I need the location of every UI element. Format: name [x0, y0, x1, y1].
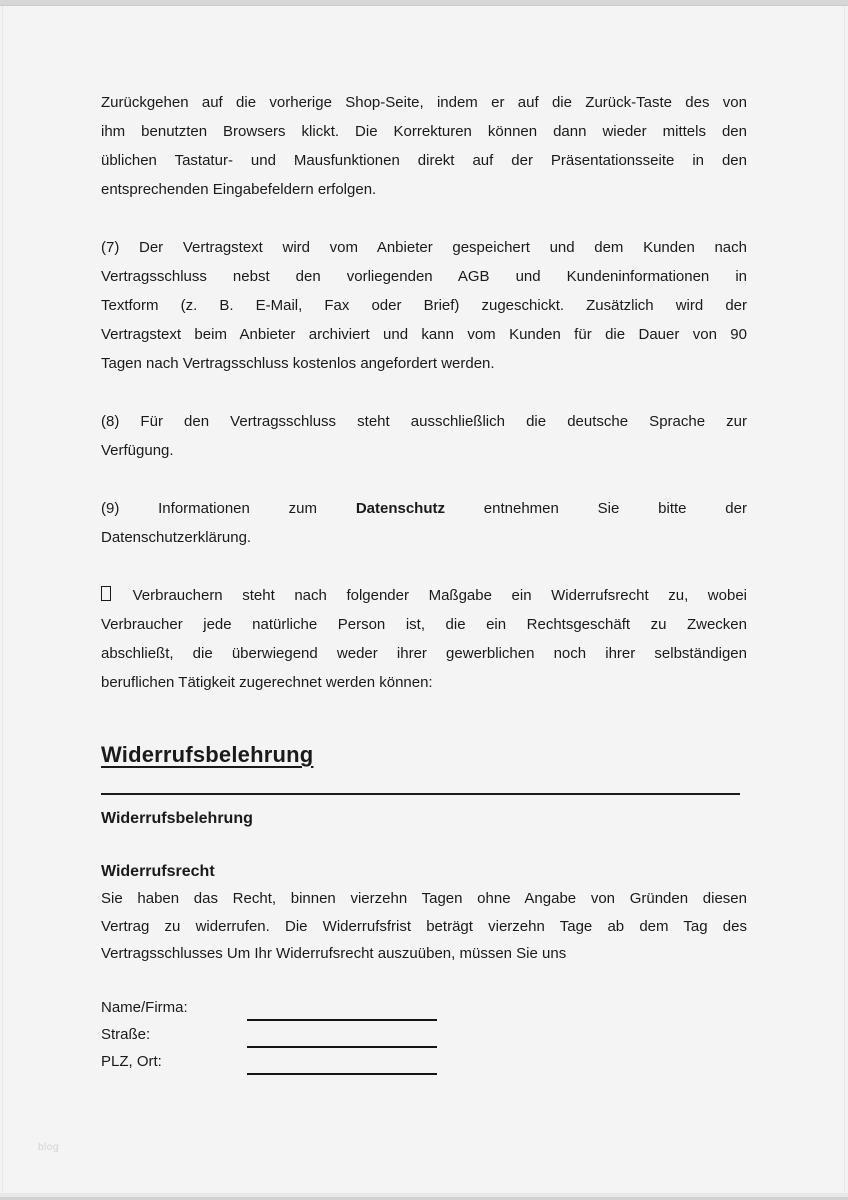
divider-line: [101, 793, 740, 795]
paragraph-text: entnehmen Sie bitte der: [445, 500, 747, 517]
city-blank-line: [247, 1051, 437, 1075]
paragraph-line: [101, 581, 747, 610]
paragraph-line: entsprechenden Eingabefeldern erfolgen.: [101, 181, 377, 198]
paragraph-line: Vertragsschluss nebst den vorliegenden AGB und Kundeninformationen in: [101, 268, 747, 285]
city-field-label: PLZ, Ort:: [101, 1052, 162, 1070]
paragraph-9: [101, 494, 747, 552]
page-left-edge: [2, 6, 3, 1192]
empty-checkbox-glyph: [101, 586, 111, 601]
withdrawal-right-heading: Widerrufsrecht: [101, 863, 215, 880]
paragraph-line: abschließt, die überwiegend weder ihrer gewerblichen noch ihrer selbständigen: [101, 645, 747, 662]
paragraph-line: Vertragsschlusses Um Ihr Widerrufsrecht auszuüben, müssen Sie uns: [101, 945, 567, 962]
page-top-edge: [0, 0, 848, 6]
address-form: [101, 994, 747, 1075]
paragraph-line: Vertragstext beim Anbieter archiviert und kann vom Kunden für die Dauer von 90: [101, 326, 747, 343]
name-blank-line: [247, 997, 437, 1021]
form-row-name: [101, 994, 747, 1021]
paragraph-line: (7) Der Vertragstext wird vom Anbieter gespeichert und dem Kunden nach: [101, 239, 747, 256]
page-right-edge: [844, 6, 845, 1192]
paragraph-line: Tagen nach Vertragsschluss kostenlos angefordert werden.: [101, 355, 495, 372]
form-row-city: [101, 1048, 747, 1075]
subsection-heading: Widerrufsbelehrung: [101, 810, 253, 827]
paragraph-line: Verbraucher jede natürliche Person ist, die ein Rechtsgeschäft zu Zwecken: [101, 616, 747, 633]
paragraph-8: [101, 407, 747, 465]
intro-paragraph: [101, 88, 747, 204]
street-blank-line: [247, 1024, 437, 1048]
page-content: [101, 88, 747, 1075]
withdrawal-right-paragraph: [101, 885, 747, 968]
paragraph-line: Datenschutzerklärung.: [101, 529, 252, 546]
main-heading: Widerrufsbelehrung: [101, 742, 314, 767]
name-field-label: Name/Firma:: [101, 998, 188, 1016]
paragraph-line: Sie haben das Recht, binnen vierzehn Tagen ohne Angabe von Gründen diesen: [101, 890, 747, 907]
consumer-rights-paragraph: [101, 581, 747, 697]
datenschutz-bold-text: Datenschutz: [355, 500, 445, 517]
paragraph-line: Verfügung.: [101, 442, 174, 459]
paragraph-text: Verbrauchern steht nach folgender Maßgabe ein Widerrufsrecht zu, wobei: [132, 587, 748, 604]
paragraph-line: üblichen Tastatur- und Mausfunktionen direkt auf der Präsentationsseite in den: [101, 152, 747, 169]
paragraph-line: (8) Für den Vertragsschluss steht ausschließlich die deutsche Sprache zur: [101, 413, 747, 430]
watermark: blog: [38, 1142, 59, 1153]
paragraph-line: ihm benutzten Browsers klickt. Die Korrekturen können dann wieder mittels den: [101, 123, 747, 140]
paragraph-line: Textform (z. B. E-Mail, Fax oder Brief) zugeschickt. Zusätzlich wird der: [101, 297, 747, 314]
street-field-label: Straße:: [101, 1025, 151, 1043]
page-bottom-edge: [0, 1193, 848, 1200]
paragraph-line: Zurückgehen auf die vorherige Shop-Seite, indem er auf die Zurück-Taste des von: [101, 94, 747, 111]
form-row-street: [101, 1021, 747, 1048]
paragraph-text: (9) Informationen zum: [101, 500, 356, 517]
paragraph-line: Vertrag zu widerrufen. Die Widerrufsfrist beträgt vierzehn Tage ab dem Tag des: [101, 917, 747, 935]
paragraph-line: [101, 494, 747, 523]
paragraph-7: [101, 233, 747, 378]
paragraph-line: beruflichen Tätigkeit zugerechnet werden können:: [101, 674, 433, 691]
